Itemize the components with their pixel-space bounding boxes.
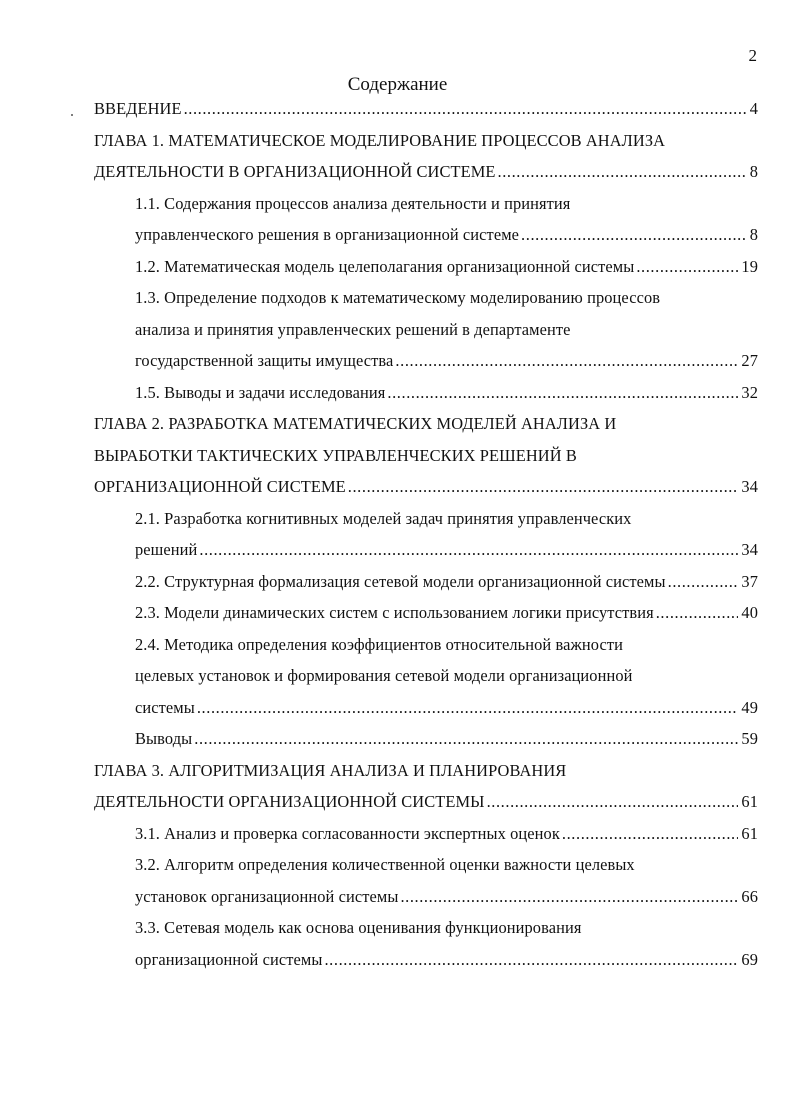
toc-section-entry[interactable] [94,566,758,598]
toc-entry-title-line: ОРГАНИЗАЦИОННОЙ СИСТЕМЕ [94,477,346,496]
page-number: 2 [748,46,757,65]
dot-leader [194,723,738,755]
toc-section-entry[interactable] [94,377,758,409]
toc-page-number: 69 [741,949,758,969]
scan-speck [71,114,73,116]
toc-entry-title-line: 1.3. Определение подходов к математическому моделированию процессов [135,288,661,307]
toc-entry-title-line: ДЕЯТЕЛЬНОСТИ В ОРГАНИЗАЦИОННОЙ СИСТЕМЕ [94,162,496,181]
toc-page-number: 34 [741,540,758,559]
dot-leader [184,93,747,125]
toc-section-entry[interactable] [94,503,758,566]
toc-entry-title-line: 2.1. Разработка когнитивных моделей задач принятия управленческих [135,508,632,528]
toc-section-entry[interactable] [94,251,758,283]
toc-section-entry[interactable] [94,723,758,755]
toc-entry-title-line: ГЛАВА 3. АЛГОРИТМИЗАЦИЯ АНАЛИЗА И ПЛАНИРОВАНИЯ [94,760,567,780]
toc-chapter-entry[interactable] [94,125,758,188]
dot-leader [636,251,738,283]
toc-chapter-entry[interactable] [94,93,758,125]
toc-entry-title-line: 3.3. Сетевая модель как основа оценивания функционирования [135,918,582,937]
toc-page-number: 19 [741,256,758,276]
dot-leader [656,597,739,629]
dot-leader [668,566,739,598]
toc-page-number: 27 [741,351,758,370]
toc-entry-title-line: 1.5. Выводы и задачи исследования [135,382,386,402]
dot-leader [199,534,738,566]
toc-section-entry[interactable] [94,818,758,850]
toc-entry-title-line: системы [135,697,195,717]
toc-page-number: 61 [741,823,758,843]
toc-entry-title-line: ДЕЯТЕЛЬНОСТИ ОРГАНИЗАЦИОННОЙ СИСТЕМЫ [94,792,485,811]
toc-entry-title-line: анализа и принятия управленческих решений в департаменте [135,319,571,339]
toc-entry-title-line: государственной защиты имущества [135,351,394,370]
toc-page-number: 34 [741,477,758,496]
dot-leader [400,881,738,913]
toc-entry-title-line: организационной системы [135,949,323,969]
toc-page-number: 59 [741,729,758,748]
toc-chapter-entry[interactable] [94,755,758,818]
toc-page-number: 4 [749,99,758,118]
toc-entry-title-line: 3.2. Алгоритм определения количественной оценки важности целевых [135,855,635,874]
dot-leader [562,818,739,850]
dot-leader [395,345,738,377]
toc-heading: Содержание [347,74,448,95]
toc-section-entry[interactable] [94,597,758,629]
toc-entry-title-line: 3.1. Анализ и проверка согласованности экспертных оценок [135,823,560,843]
toc-entry-title-line: 2.4. Методика определения коэффициентов относительной важности [135,634,624,654]
toc-entry-title-line: ВЫРАБОТКИ ТАКТИЧЕСКИХ УПРАВЛЕНЧЕСКИХ РЕШЕНИЙ В [94,445,577,465]
dot-leader [324,944,738,976]
toc-page-number: 66 [741,886,758,906]
table-of-contents [94,93,758,975]
dot-leader [387,377,738,409]
toc-section-entry[interactable] [94,188,758,251]
toc-chapter-entry[interactable] [94,408,758,503]
toc-entry-title-line: 1.1. Содержания процессов анализа деятельности и принятия [135,193,571,213]
toc-entry-title-line: управленческого решения в организационной системе [135,225,520,244]
toc-page-number: 49 [741,697,758,717]
toc-page-number: 8 [749,162,758,181]
toc-page-number: 40 [741,603,758,622]
toc-section-entry[interactable] [94,282,758,377]
toc-entry-title-line: ГЛАВА 2. РАЗРАБОТКА МАТЕМАТИЧЕСКИХ МОДЕЛЕЙ АНАЛИЗА И [94,414,617,433]
toc-page-number: 61 [741,792,758,811]
toc-section-entry[interactable] [94,912,758,975]
toc-section-entry[interactable] [94,629,758,724]
toc-entry-title-line: ГЛАВА 1. МАТЕМАТИЧЕСКОЕ МОДЕЛИРОВАНИЕ ПРОЦЕССОВ АНАЛИЗА [94,130,666,150]
toc-section-entry[interactable] [94,849,758,912]
dot-leader [521,219,747,251]
dot-leader [487,786,739,818]
toc-entry-title-line: 2.3. Модели динамических систем с использованием логики присутствия [135,603,654,622]
dot-leader [197,692,739,724]
toc-entry-title-line: Выводы [135,729,193,748]
dot-leader [498,156,747,188]
toc-page-number: 32 [741,382,758,402]
toc-entry-title-line: 2.2. Структурная формализация сетевой модели организационной системы [135,571,666,591]
toc-entry-title-line: 1.2. Математическая модель целеполагания организационной системы [135,256,635,276]
toc-page-number: 8 [749,225,758,244]
toc-entry-title-line: целевых установок и формирования сетевой модели организационной [135,666,633,685]
toc-entry-title-line: установок организационной системы [135,886,399,906]
toc-entry-title-line: ВВЕДЕНИЕ [94,99,182,118]
toc-page-number: 37 [741,571,758,591]
toc-entry-title-line: решений [135,540,198,559]
dot-leader [348,471,739,503]
